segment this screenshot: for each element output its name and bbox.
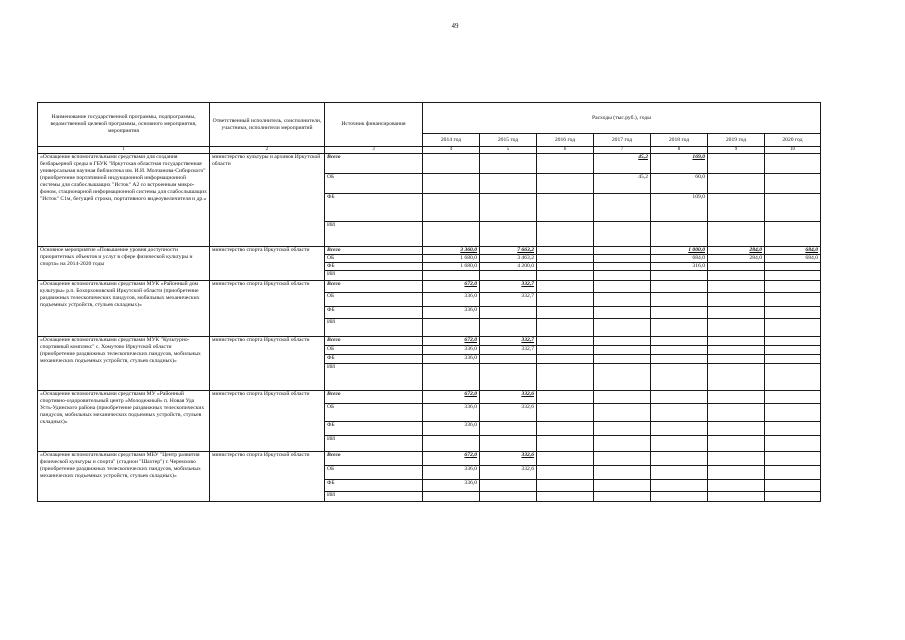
expense-value <box>537 391 594 404</box>
expense-value <box>765 391 821 404</box>
expense-value <box>594 346 651 355</box>
header-column-number: 1 <box>38 147 210 154</box>
expense-value <box>708 422 765 436</box>
expense-value <box>480 436 537 452</box>
expense-value <box>708 337 765 346</box>
expense-value <box>651 480 708 492</box>
expense-value <box>594 337 651 346</box>
expense-value <box>651 355 708 364</box>
expense-value <box>651 391 708 404</box>
expense-value <box>765 337 821 346</box>
expense-value <box>765 281 821 293</box>
header-executor: Ответственный исполнитель, соисполнители, участники, исполнители мероприятий <box>210 103 325 147</box>
expense-value <box>537 222 594 247</box>
header-column-number: 10 <box>765 147 821 154</box>
expense-value: 3 360,0 <box>423 247 480 255</box>
funding-source: ИИ <box>325 222 423 247</box>
funding-source: ОБ <box>325 466 423 480</box>
expense-value <box>594 391 651 404</box>
expense-value <box>537 355 594 364</box>
funding-source: ФБ <box>325 422 423 436</box>
expense-value <box>423 271 480 281</box>
expense-value <box>651 404 708 422</box>
expense-value: 316,0 <box>651 263 708 271</box>
table-row <box>38 154 821 174</box>
expense-value <box>708 319 765 337</box>
expense-value <box>765 404 821 422</box>
header-column-number: 5 <box>480 147 537 154</box>
expense-value <box>423 222 480 247</box>
expense-value: 336,0 <box>423 307 480 319</box>
expense-value: 332,6 <box>480 391 537 404</box>
expense-value <box>651 346 708 355</box>
funding-source: ФБ <box>325 480 423 492</box>
expense-value <box>537 466 594 480</box>
expense-value <box>537 452 594 466</box>
expense-value <box>708 194 765 222</box>
expense-value: 684,0 <box>651 255 708 263</box>
expense-value: 332,6 <box>480 452 537 466</box>
expense-value <box>480 194 537 222</box>
expense-value <box>594 281 651 293</box>
expense-value <box>480 319 537 337</box>
expense-value: 332,7 <box>480 346 537 355</box>
header-column-number: 6 <box>537 147 594 154</box>
expense-value <box>594 436 651 452</box>
expense-value <box>594 255 651 263</box>
expense-value <box>594 194 651 222</box>
expense-value: 684,0 <box>765 247 821 255</box>
expense-value <box>765 492 821 502</box>
expense-value <box>765 293 821 307</box>
expense-value: 336,0 <box>423 404 480 422</box>
expense-value <box>537 281 594 293</box>
expense-value <box>594 307 651 319</box>
expense-value: 336,0 <box>423 466 480 480</box>
expense-value <box>708 492 765 502</box>
table-row <box>38 452 821 466</box>
funding-source: ОБ <box>325 255 423 263</box>
table-row <box>38 247 821 255</box>
expense-value <box>765 346 821 355</box>
expense-value <box>708 346 765 355</box>
header-year: 2017 год <box>594 134 651 147</box>
funding-source: Всего <box>325 337 423 346</box>
expense-value <box>651 293 708 307</box>
expense-value: 336,0 <box>423 355 480 364</box>
expense-value: 332,7 <box>480 293 537 307</box>
expense-value <box>480 307 537 319</box>
header-column-number: 2 <box>210 147 325 154</box>
expense-value <box>594 355 651 364</box>
expense-value: 7 663,2 <box>480 247 537 255</box>
funding-source: Всего <box>325 154 423 174</box>
funding-source: ФБ <box>325 194 423 222</box>
expense-value: 332,7 <box>480 281 537 293</box>
expense-value: 169,0 <box>651 154 708 174</box>
expense-value <box>765 271 821 281</box>
expense-value <box>708 174 765 194</box>
expense-value <box>537 404 594 422</box>
expense-value <box>537 492 594 502</box>
header-name: Наименование государственной программы, подпрограммы, ведомственной целевой программы, основного мероприятия, мероприятия <box>38 103 210 147</box>
expense-value <box>594 404 651 422</box>
expense-value <box>708 222 765 247</box>
expense-value <box>480 222 537 247</box>
expense-value: 336,0 <box>423 480 480 492</box>
expense-value <box>537 480 594 492</box>
expense-value <box>594 247 651 255</box>
header-year: 2014 год <box>423 134 480 147</box>
expense-value <box>480 271 537 281</box>
expense-value <box>765 466 821 480</box>
expense-value <box>651 222 708 247</box>
executor: министерство культуры и архивов Иркутской области <box>210 154 325 247</box>
funding-source: Всего <box>325 391 423 404</box>
expense-value <box>651 271 708 281</box>
expense-value <box>765 174 821 194</box>
expense-value <box>765 436 821 452</box>
expense-value <box>765 222 821 247</box>
expense-value <box>537 436 594 452</box>
expense-value <box>708 271 765 281</box>
expense-value: 672,0 <box>423 281 480 293</box>
expense-value <box>594 271 651 281</box>
expense-value <box>480 364 537 391</box>
expense-value: 284,0 <box>708 247 765 255</box>
expense-value: 109,0 <box>651 194 708 222</box>
activity-name: «Оснащение вспомогательными средствами МУ «Районный спортивно-оздоровительный центр «Молодежный» п. Новая Уда Усть-Удинского района (приобретение раздвижных телескопических пандусов, мобильных механических подъемных устройств, стульев складных)» <box>38 391 210 452</box>
header-column-number: 4 <box>423 147 480 154</box>
expense-value <box>480 355 537 364</box>
expense-value <box>537 422 594 436</box>
expense-value <box>423 364 480 391</box>
expense-value <box>423 194 480 222</box>
expense-value <box>537 247 594 255</box>
expense-value <box>594 492 651 502</box>
expense-value <box>765 480 821 492</box>
header-column-number: 8 <box>651 147 708 154</box>
expense-value <box>708 355 765 364</box>
expense-value <box>651 337 708 346</box>
header-year: 2019 год <box>708 134 765 147</box>
expense-value <box>537 319 594 337</box>
expense-value <box>594 293 651 307</box>
expense-value <box>480 422 537 436</box>
expense-value: 332,6 <box>480 466 537 480</box>
expense-value <box>651 319 708 337</box>
expense-value <box>423 174 480 194</box>
expense-value <box>708 154 765 174</box>
expense-value <box>537 307 594 319</box>
expense-value <box>423 154 480 174</box>
expense-value: 332,7 <box>480 337 537 346</box>
expense-value <box>708 436 765 452</box>
expenses-table <box>37 102 821 502</box>
expense-value <box>651 364 708 391</box>
executor: министерство спорта Иркутской области <box>210 247 325 281</box>
expense-value <box>594 466 651 480</box>
activity-name: «Оснащение вспомогательными средствами МУК «Районный дом культуры» р.п. Бохорхоновский Иркутской области (приобретение раздвижных телескопических пандусов, мобильных механических подъемных устройств, стульев складных)» <box>38 281 210 337</box>
expense-value <box>765 263 821 271</box>
funding-source: ИИ <box>325 436 423 452</box>
funding-source: ИИ <box>325 364 423 391</box>
expense-value <box>765 355 821 364</box>
expense-value <box>537 337 594 346</box>
expense-value <box>708 281 765 293</box>
expense-value <box>765 422 821 436</box>
funding-source: ОБ <box>325 346 423 355</box>
expense-value <box>537 271 594 281</box>
expense-value <box>708 364 765 391</box>
activity-name: Основное мероприятие «Повышение уровня доступности приоритетных объектов и услуг в сфере физической культуры и спорта» на 2014-2020 годы <box>38 247 210 281</box>
funding-source: ФБ <box>325 263 423 271</box>
expense-value: 672,0 <box>423 452 480 466</box>
funding-source: ФБ <box>325 355 423 364</box>
expense-value <box>594 422 651 436</box>
funding-source: ИИ <box>325 492 423 502</box>
header-column-number: 7 <box>594 147 651 154</box>
executor: министерство спорта Иркутской области <box>210 281 325 337</box>
executor: министерство спорта Иркутской области <box>210 337 325 391</box>
expense-value <box>651 281 708 293</box>
expense-value: 684,0 <box>765 255 821 263</box>
header-year: 2016 год <box>537 134 594 147</box>
expense-value <box>537 293 594 307</box>
expense-value <box>423 319 480 337</box>
funding-source: ОБ <box>325 293 423 307</box>
expense-value <box>480 492 537 502</box>
expense-value <box>480 154 537 174</box>
header-year: 2018 год <box>651 134 708 147</box>
expense-value <box>594 222 651 247</box>
header-source: Источник финансирования <box>325 103 423 147</box>
expense-value <box>594 319 651 337</box>
expense-value <box>537 154 594 174</box>
expense-value <box>537 346 594 355</box>
expense-value <box>423 436 480 452</box>
expense-value: 1 000,0 <box>651 247 708 255</box>
funding-source: ФБ <box>325 307 423 319</box>
expense-value <box>651 452 708 466</box>
expense-value: 672,0 <box>423 391 480 404</box>
expense-value: 672,0 <box>423 337 480 346</box>
expense-value <box>708 452 765 466</box>
header-expenses: Расходы (тыс.руб.), годы <box>423 103 821 134</box>
expense-value <box>423 492 480 502</box>
expense-value <box>594 480 651 492</box>
expense-value <box>708 307 765 319</box>
executor: министерство спорта Иркутской области <box>210 391 325 452</box>
table-row <box>38 337 821 346</box>
funding-source: ИИ <box>325 319 423 337</box>
expense-value: 336,0 <box>423 346 480 355</box>
expense-value: 45,2 <box>594 154 651 174</box>
expense-value <box>651 422 708 436</box>
header-year: 2020 год <box>765 134 821 147</box>
expense-value <box>765 154 821 174</box>
expense-value <box>480 174 537 194</box>
expense-value <box>708 466 765 480</box>
table-row <box>38 391 821 404</box>
funding-source: Всего <box>325 281 423 293</box>
expense-value: 336,0 <box>423 293 480 307</box>
funding-source: ОБ <box>325 404 423 422</box>
expense-value: 4 200,0 <box>480 263 537 271</box>
expense-value <box>594 263 651 271</box>
page-number: 49 <box>451 22 459 30</box>
expense-value <box>765 307 821 319</box>
funding-source: ИИ <box>325 271 423 281</box>
activity-name: «Оснащение вспомогательными средствами МУК "Культурно-спортивный комплекс" с. Хомутово Иркутской области (приобретение раздвижных телескопических пандусов, мобильных механических подъемных устройств, стульев складных)» <box>38 337 210 391</box>
expense-value: 45,2 <box>594 174 651 194</box>
expense-value <box>651 307 708 319</box>
expense-value <box>708 391 765 404</box>
expense-value <box>537 174 594 194</box>
funding-source: ОБ <box>325 174 423 194</box>
expense-value <box>594 364 651 391</box>
header-column-number: 9 <box>708 147 765 154</box>
header-year: 2015 год <box>480 134 537 147</box>
expense-value <box>537 263 594 271</box>
expense-value <box>537 255 594 263</box>
activity-name: «Оснащение вспомогательными средствами для создания безбарьерной среды в ГБУК "Иркутская областная государственная универсальная научная библиотека им. И.И. Молчанова-Сибирского" (приобретение портативной индукционной информационной системы для слабослышащих "Исток" А2 со встроенным микрофоном, стационарной информационной системы для слабослышащих "Исток" С1м, бегущей строки, портативного видеоувеличителя и др.» <box>38 154 210 247</box>
expense-value <box>537 194 594 222</box>
executor: министерство спорта Иркутской области <box>210 452 325 502</box>
expense-value <box>708 480 765 492</box>
funding-source: Всего <box>325 247 423 255</box>
expense-value: 1 680,0 <box>423 263 480 271</box>
expense-value: 3 463,2 <box>480 255 537 263</box>
expense-value: 1 680,0 <box>423 255 480 263</box>
expense-value: 332,6 <box>480 404 537 422</box>
table-row <box>38 281 821 293</box>
expense-value <box>651 436 708 452</box>
expense-value: 60,0 <box>651 174 708 194</box>
funding-source: Всего <box>325 452 423 466</box>
expense-value <box>765 364 821 391</box>
expense-value <box>708 404 765 422</box>
expense-value <box>594 452 651 466</box>
expense-value: 336,0 <box>423 422 480 436</box>
expense-value <box>765 319 821 337</box>
expense-value <box>651 492 708 502</box>
expense-value <box>708 263 765 271</box>
expense-value <box>537 364 594 391</box>
activity-name: «Оснащение вспомогательными средствами МБУ "Центр развития физической культуры и спорта" (стадион "Шахтер") г. Черемхово (приобретение раздвижных телескопических пандусов, мобильных механических подъемных устройств, стульев складных)» <box>38 452 210 502</box>
expense-value <box>765 194 821 222</box>
expense-value <box>765 452 821 466</box>
expense-value <box>480 480 537 492</box>
expense-value <box>708 293 765 307</box>
expense-value: 284,0 <box>708 255 765 263</box>
header-column-number: 3 <box>325 147 423 154</box>
expense-value <box>651 466 708 480</box>
